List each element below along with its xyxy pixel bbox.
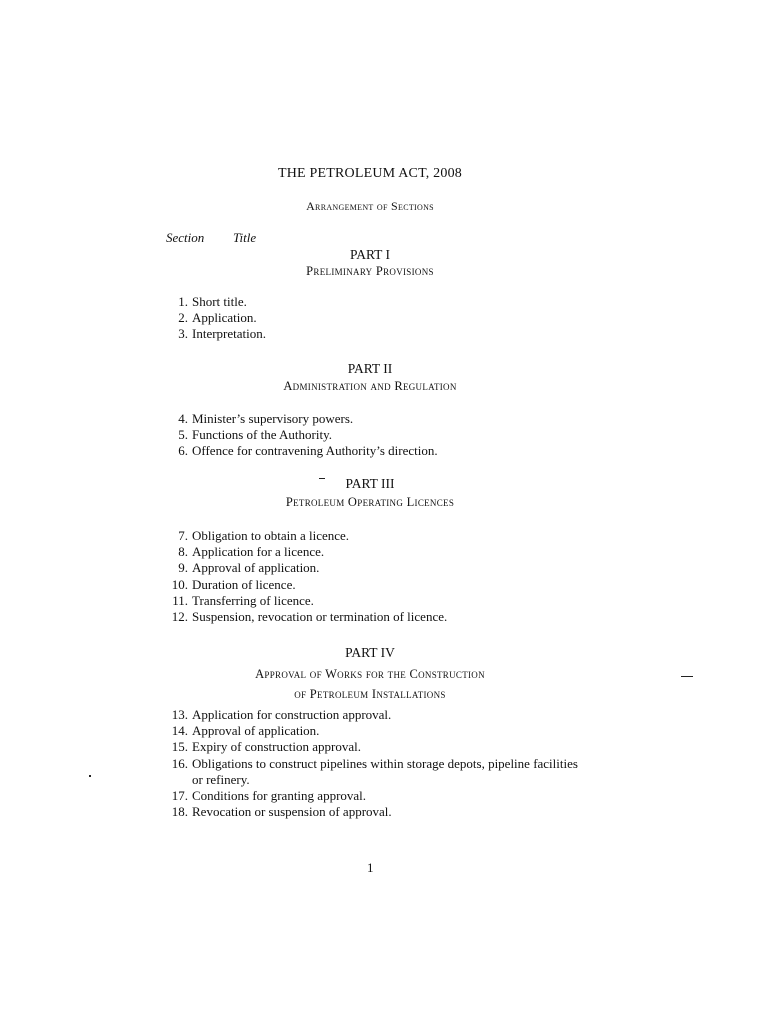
section-number: 9 .	[166, 560, 188, 576]
section-item	[166, 560, 447, 576]
document-subtitle: Arrangement of Sections	[306, 199, 434, 213]
section-title: Application for a licence.	[192, 544, 325, 560]
section-number: 7 .	[166, 528, 188, 544]
section-title: Short title.	[192, 294, 247, 309]
section-number: 17 .	[166, 788, 188, 804]
section-number: 13 .	[166, 707, 188, 723]
section-title: Application for construction approval.	[192, 707, 392, 722]
section-number: 3 .	[166, 326, 188, 342]
section-item	[166, 756, 592, 788]
section-title: Offence for contravening Authority’s direction.	[192, 443, 438, 459]
scan-dash-mark	[681, 676, 693, 677]
section-title: Obligations to construct pipelines within storage depots, pipeline facilities or refinery.	[192, 755, 578, 787]
section-number: 11 .	[166, 593, 188, 609]
column-header-section: Section	[166, 230, 205, 245]
part-4-title: Approval of Works for the Construction	[255, 667, 485, 681]
section-number: 14 .	[166, 723, 188, 739]
part-3-title: Petroleum Operating Licences	[285, 495, 455, 509]
section-item	[166, 593, 447, 609]
section-number: 10 .	[166, 577, 188, 593]
part-1-label: PART I	[349, 247, 391, 262]
section-item	[166, 528, 447, 544]
section-number: 12 .	[166, 609, 188, 625]
section-title: Approval of application.	[192, 723, 320, 739]
section-item	[166, 427, 438, 443]
section-number: 18 .	[166, 804, 188, 820]
part-1-title: Preliminary Provisions	[306, 264, 434, 278]
section-item	[166, 544, 447, 560]
part-3-section-list	[166, 528, 447, 625]
part-4-section-list	[166, 707, 592, 820]
section-title: Obligation to obtain a licence.	[192, 528, 350, 543]
part-4-label: PART IV	[345, 645, 395, 660]
scan-speck	[89, 775, 91, 777]
section-title: Minister’s supervisory powers.	[192, 411, 354, 426]
page-number: 1	[367, 860, 374, 875]
section-number: 4 .	[166, 411, 188, 427]
section-item	[166, 609, 447, 625]
section-title: Duration of licence.	[192, 576, 296, 592]
section-title: Approval of application.	[192, 560, 320, 576]
section-number: 5 .	[166, 427, 188, 443]
part-4-title-line-2: of Petroleum Installations	[294, 687, 446, 701]
section-title: Functions of the Authority.	[192, 427, 332, 443]
section-item	[166, 577, 447, 593]
section-number: 2 .	[166, 310, 188, 326]
section-item	[166, 707, 592, 723]
section-item	[166, 723, 592, 739]
part-3-label: PART III	[345, 476, 395, 491]
section-number: 1 .	[166, 294, 188, 310]
section-item	[166, 411, 438, 427]
document-title: THE PETROLEUM ACT, 2008	[277, 166, 462, 181]
part-1-section-list	[166, 294, 266, 343]
section-title: Suspension, revocation or termination of licence.	[192, 609, 448, 625]
section-title: Revocation or suspension of approval.	[192, 804, 392, 820]
part-2-title: Administration and Regulation	[283, 379, 457, 393]
section-title: Transferring of licence.	[192, 592, 314, 608]
part-2-label: PART II	[347, 361, 393, 376]
section-title: Interpretation.	[192, 326, 266, 342]
section-item	[166, 804, 592, 820]
section-item	[166, 443, 438, 459]
section-number: 16 .	[166, 756, 188, 772]
column-header-title: Title	[233, 230, 257, 245]
section-number: 8 .	[166, 544, 188, 560]
section-title: Application.	[192, 310, 257, 326]
section-item	[166, 326, 266, 342]
section-item	[166, 788, 592, 804]
section-item	[166, 739, 592, 755]
part-2-section-list	[166, 411, 438, 460]
section-item	[166, 310, 266, 326]
section-title: Conditions for granting approval.	[192, 788, 367, 804]
section-title: Expiry of construction approval.	[192, 739, 361, 755]
section-number: 6 .	[166, 443, 188, 459]
section-number: 15 .	[166, 739, 188, 755]
section-item	[166, 294, 266, 310]
